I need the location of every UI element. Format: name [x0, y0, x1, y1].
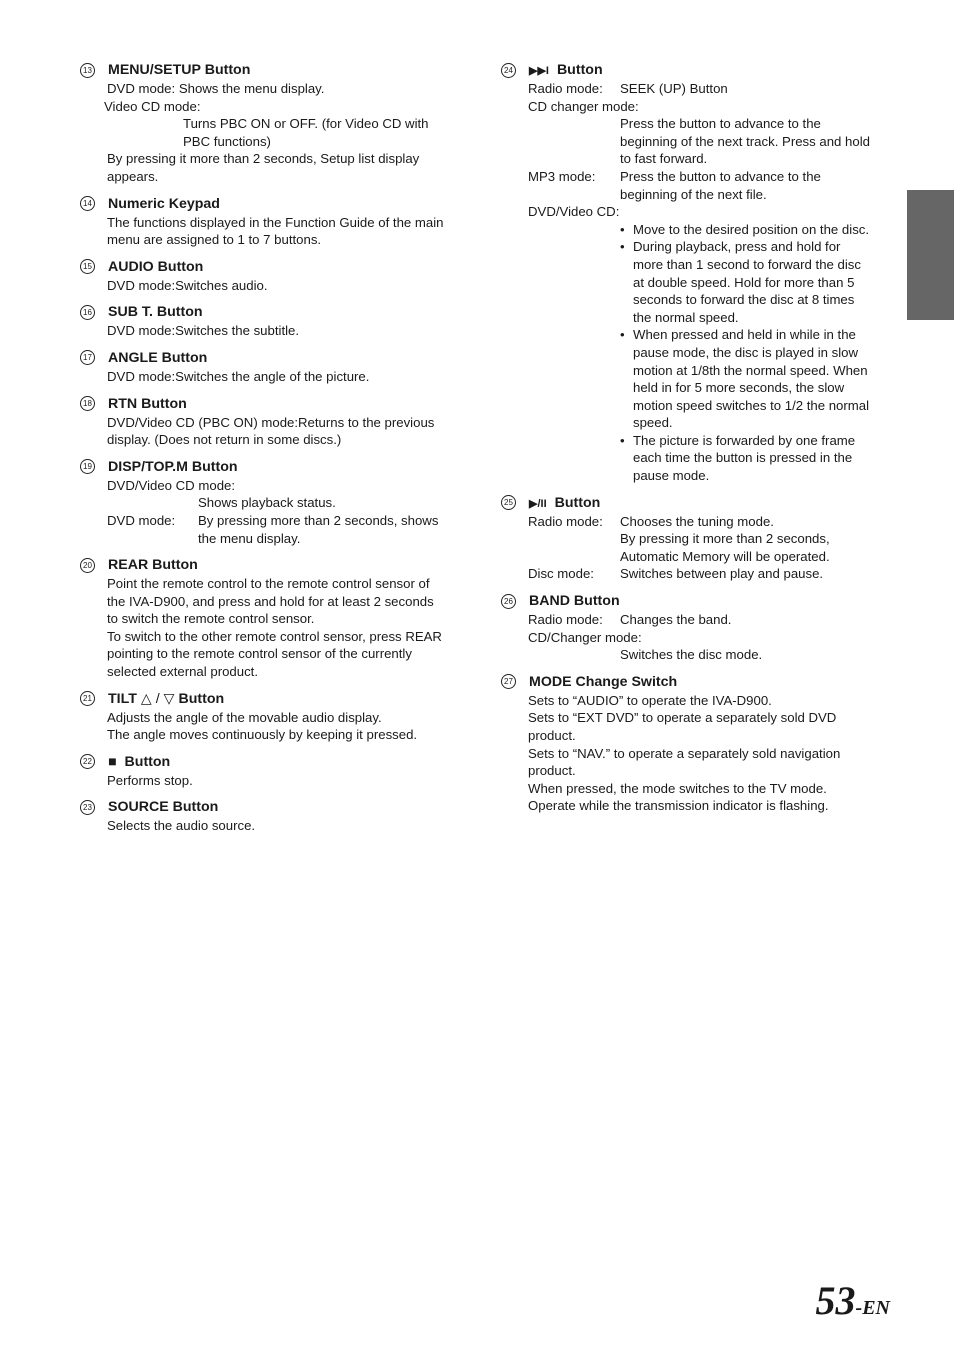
entry-title: REAR Button — [108, 557, 198, 574]
mode-label: Radio mode: — [528, 513, 603, 529]
desc-line: Sets to “AUDIO” to operate the IVA-D900. — [528, 692, 772, 708]
entry-title: SUB T. Button — [108, 304, 203, 321]
desc-line: product. — [528, 728, 576, 743]
page-number-value: 53 — [815, 1278, 856, 1323]
left-column — [80, 60, 472, 843]
bullet-dot-icon: • — [620, 221, 625, 237]
entry-title: DISP/TOP.M Button — [108, 458, 238, 475]
desc-line: DVD mode:Switches audio. — [107, 277, 268, 293]
desc-line: to switch the remote control sensor. — [107, 611, 315, 627]
item-number: 23 — [80, 800, 95, 815]
entry-title — [108, 754, 170, 770]
desc-line: Adjusts the angle of the movable audio display. — [107, 709, 382, 725]
desc-line: Chooses the tuning mode. — [620, 513, 774, 529]
desc-line: Sets to “EXT DVD” to operate a separately sold DVD — [528, 710, 837, 726]
desc-line: held in for 5 more seconds, the slow — [633, 380, 845, 396]
desc-line: When pressed and held in while in the — [633, 327, 856, 343]
desc-line: By pressing it more than 2 seconds, Setup list display — [107, 151, 420, 167]
item-number: 24 — [501, 63, 516, 78]
desc-line: the menu display. — [198, 530, 301, 546]
bullet-item — [528, 221, 893, 239]
entry-title: MENU/SETUP Button — [108, 62, 251, 78]
desc-line: PBC functions) — [183, 133, 271, 149]
desc-line: each time the button is pressed in the — [633, 450, 853, 466]
desc-line: speed. — [633, 415, 673, 431]
entry-title — [529, 495, 600, 511]
desc-line: Operate while the transmission indicator is flashing. — [528, 798, 829, 814]
desc-line: The functions displayed in the Function Guide of the main — [107, 214, 444, 230]
mode-label: Radio mode: — [528, 612, 603, 628]
item-number: 17 — [80, 350, 95, 365]
desc-line: When pressed, the mode switches to the TV mode. — [528, 780, 827, 796]
desc-line: the IVA-D900, and press and hold for at least 2 seconds — [107, 593, 434, 609]
entry-title: BAND Button — [529, 593, 620, 610]
desc-line: to fast forward. — [620, 151, 708, 167]
stop-icon: ■ — [108, 753, 117, 770]
bullet-dot-icon: • — [620, 327, 625, 343]
desc-line: pointing to the remote control sensor of the currently — [107, 646, 412, 662]
desc-line: DVD mode:Switches the subtitle. — [107, 323, 300, 339]
entry-title: AUDIO Button — [108, 258, 204, 275]
desc-line: Turns PBC ON or OFF. (for Video CD with — [183, 116, 429, 132]
desc-line: beginning of the next track. Press and hold — [620, 133, 870, 149]
title-text: TILT — [108, 690, 137, 707]
next-track-icon: ▶▶I — [529, 65, 549, 77]
page-number — [816, 1277, 890, 1324]
entry-title: SOURCE Button — [108, 799, 219, 816]
entry-title: MODE Change Switch — [529, 673, 678, 690]
bullet-dot-icon: • — [620, 432, 625, 448]
entry-play-pause — [501, 493, 893, 583]
desc-line: Video CD mode: — [104, 98, 201, 114]
bullet-item — [528, 326, 893, 432]
mode-label: Radio mode: — [528, 81, 603, 96]
item-number: 27 — [501, 674, 516, 689]
entry-stop — [80, 752, 472, 790]
entry-angle — [80, 348, 472, 386]
desc-line: SEEK (UP) Button — [620, 81, 728, 96]
desc-line: display. (Does not return in some discs.) — [107, 432, 342, 448]
desc-line: pause mode, the disc is played in slow — [633, 344, 859, 360]
entry-title — [529, 62, 603, 78]
entry-rtn — [80, 394, 472, 449]
desc-line: To switch to the other remote control sensor, press REAR — [107, 628, 442, 644]
desc-line: more than 1 second to forward the disc — [633, 256, 861, 272]
desc-line: The angle moves continuously by keeping it pressed. — [107, 727, 418, 743]
mode-label: MP3 mode: — [528, 168, 596, 184]
desc-line: Selects the audio source. — [107, 818, 256, 834]
bullet-dot-icon: • — [620, 239, 625, 255]
section-tab — [907, 190, 954, 320]
desc-line: beginning of the next file. — [620, 186, 767, 202]
right-column — [501, 60, 893, 823]
item-number: 21 — [80, 691, 95, 706]
item-number: 18 — [80, 396, 95, 411]
item-number: 13 — [80, 63, 95, 78]
desc-line: CD changer mode: — [528, 98, 639, 114]
desc-line: DVD mode:Switches the angle of the picture. — [107, 368, 370, 384]
desc-line: DVD mode: Shows the menu display. — [107, 81, 325, 96]
entry-title: ANGLE Button — [108, 349, 208, 366]
bullet-item — [528, 432, 893, 485]
item-number: 15 — [80, 259, 95, 274]
item-number: 25 — [501, 495, 516, 510]
mode-label: DVD mode: — [107, 512, 176, 528]
mode-label: Disc mode: — [528, 566, 594, 582]
desc-line: motion at 1/8th the normal speed. When — [633, 362, 868, 378]
bullet-item — [528, 238, 893, 326]
entry-menu-setup — [80, 60, 472, 186]
entry-band — [501, 591, 893, 664]
entry-tilt — [80, 689, 472, 744]
desc-line: motion speed switches to 1/2 the normal — [633, 397, 870, 413]
desc-line: Press the button to advance to the — [620, 168, 821, 184]
desc-line: selected external product. — [107, 664, 259, 680]
title-text: Button — [178, 690, 225, 707]
desc-line: Press the button to advance to the — [620, 116, 821, 132]
desc-line: Point the remote control to the remote control sensor of — [107, 576, 430, 592]
page-number-suffix: -EN — [855, 1297, 890, 1319]
desc-line: product. — [528, 763, 576, 779]
desc-line: By pressing it more than 2 seconds, — [620, 531, 830, 547]
entry-numeric-keypad — [80, 194, 472, 249]
desc-line: CD/Changer mode: — [528, 629, 642, 645]
entry-seek-up — [501, 60, 893, 485]
desc-line: Switches the disc mode. — [620, 647, 763, 663]
item-number: 20 — [80, 558, 95, 573]
entry-audio — [80, 257, 472, 295]
item-number: 26 — [501, 594, 516, 609]
play-pause-icon: ▶/II — [529, 497, 547, 510]
desc-line: Performs stop. — [107, 772, 193, 788]
desc-line: menu are assigned to 1 to 7 buttons. — [107, 232, 322, 248]
entry-mode-change — [501, 672, 893, 815]
desc-line: DVD/Video CD: — [528, 204, 620, 220]
item-number: 19 — [80, 459, 95, 474]
desc-line: Switches between play and pause. — [620, 566, 824, 582]
desc-line: Sets to “NAV.” to operate a separately sold navigation — [528, 745, 841, 761]
entry-title: Numeric Keypad — [108, 195, 220, 212]
title-text: Button — [554, 494, 601, 511]
entry-disp-topm — [80, 457, 472, 547]
tilt-up-down-icon: △ / ▽ — [140, 690, 175, 707]
entry-source — [80, 797, 472, 835]
desc-line: the normal speed. — [633, 309, 739, 325]
desc-line: Automatic Memory will be operated. — [620, 548, 830, 564]
desc-line: By pressing more than 2 seconds, shows — [198, 512, 439, 528]
desc-line: Shows playback status. — [198, 495, 336, 511]
item-number: 16 — [80, 305, 95, 320]
desc-line: Changes the band. — [620, 612, 732, 628]
desc-line: The picture is forwarded by one frame — [633, 432, 856, 448]
title-text: Button — [124, 753, 171, 770]
desc-line: at double speed. Hold for more than 5 — [633, 274, 855, 290]
item-number: 22 — [80, 754, 95, 769]
desc-line: appears. — [107, 168, 159, 184]
desc-line: seconds to forward the disc at 8 times — [633, 292, 855, 308]
desc-line: DVD/Video CD (PBC ON) mode:Returns to the previous — [107, 414, 435, 430]
desc-line: During playback, press and hold for — [633, 239, 841, 255]
entry-rear — [80, 555, 472, 681]
entry-title — [108, 691, 224, 707]
title-text: Button — [556, 62, 603, 78]
entry-title: RTN Button — [108, 395, 187, 412]
desc-line: DVD/Video CD mode: — [107, 477, 236, 493]
desc-line: Move to the desired position on the disc. — [633, 221, 870, 237]
item-number: 14 — [80, 196, 95, 211]
entry-subt — [80, 302, 472, 340]
desc-line: pause mode. — [633, 468, 710, 484]
